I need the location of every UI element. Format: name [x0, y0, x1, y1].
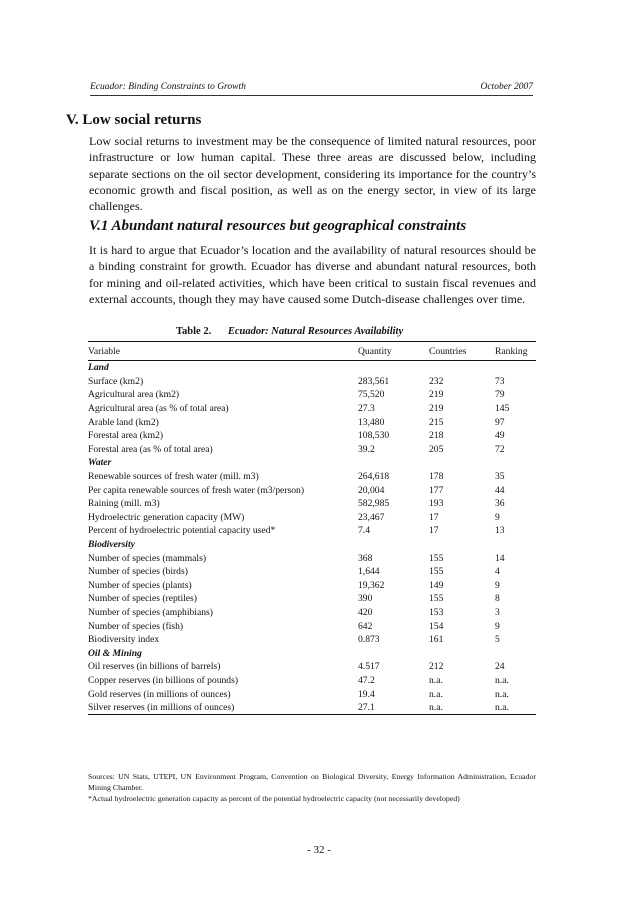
table-row: [88, 483, 536, 497]
cell-countries: 178: [429, 471, 444, 483]
header-title: Ecuador: Binding Constraints to Growth: [90, 82, 246, 92]
cell-ranking: [495, 646, 536, 660]
table-row: [88, 524, 536, 538]
table-row: [88, 429, 536, 443]
cell-countries: 17: [429, 525, 439, 537]
cell-ranking: n.a.: [495, 701, 536, 715]
cell-countries: 149: [429, 579, 444, 591]
cell-ranking: 49: [495, 430, 505, 442]
cell-variable: Agricultural area (as % of total area): [88, 403, 229, 415]
cell-countries: 154: [429, 620, 444, 632]
cell-quantity: [358, 456, 429, 470]
table-row: [88, 579, 536, 593]
cell-ranking: 73: [495, 375, 505, 387]
cell-variable: Silver reserves (in millions of ounces): [88, 701, 358, 715]
subsection-title: V.1 Abundant natural resources but geographical constraints: [89, 218, 467, 234]
cell-quantity: 4.517: [358, 661, 380, 673]
cell-quantity: [358, 361, 429, 375]
cell-variable: Number of species (mammals): [88, 552, 207, 564]
cell-countries: [429, 361, 495, 375]
resources-table: [88, 341, 536, 715]
cell-quantity: 27.3: [358, 403, 375, 415]
cell-variable: Raining (mill. m3): [88, 498, 160, 510]
cell-countries: 215: [429, 416, 444, 428]
cell-countries: 205: [429, 443, 444, 455]
cell-ranking: 13: [495, 525, 505, 537]
cell-quantity: 23,467: [358, 511, 385, 523]
cell-ranking: n.a.: [495, 674, 509, 686]
cell-ranking: 5: [495, 634, 500, 646]
table-row: [88, 701, 536, 715]
table-row: [88, 606, 536, 620]
table-number: Table 2.: [176, 326, 212, 337]
table-row: [88, 388, 536, 402]
category-label: Biodiversity: [88, 539, 135, 551]
cell-countries: n.a.: [429, 701, 495, 715]
cell-ranking: 72: [495, 443, 505, 455]
cell-quantity: 108,530: [358, 430, 390, 442]
table-row: [88, 565, 536, 579]
cell-variable: Number of species (plants): [88, 579, 192, 591]
category-label: Oil & Mining: [88, 647, 142, 659]
cell-ranking: 14: [495, 552, 505, 564]
table-row: [88, 497, 536, 511]
cell-variable: Number of species (reptiles): [88, 593, 197, 605]
cell-quantity: 7.4: [358, 525, 370, 537]
cell-variable: Arable land (km2): [88, 416, 159, 428]
cell-ranking: 8: [495, 593, 500, 605]
table-notes: [88, 771, 536, 804]
table-row: [88, 687, 536, 701]
cell-variable: Gold reserves (in millions of ounces): [88, 688, 231, 700]
cell-quantity: 368: [358, 552, 373, 564]
table-title: Ecuador: Natural Resources Availability: [227, 326, 404, 337]
cell-countries: 212: [429, 661, 444, 673]
cell-countries: 232: [429, 375, 444, 387]
cell-ranking: 9: [495, 511, 500, 523]
cell-countries: [429, 538, 495, 552]
category-label: Water: [88, 457, 112, 469]
cell-quantity: 1,644: [358, 566, 380, 578]
cell-countries: 161: [429, 634, 444, 646]
cell-ranking: 35: [495, 471, 505, 483]
cell-variable: Number of species (fish): [88, 620, 184, 632]
table-row: [88, 443, 536, 457]
cell-variable: Agricultural area (km2): [88, 389, 180, 401]
cell-variable: Surface (km2): [88, 375, 144, 387]
cell-quantity: 39.2: [358, 443, 375, 455]
cell-ranking: 36: [495, 498, 505, 510]
cell-quantity: 27.1: [358, 701, 429, 715]
cell-variable: Copper reserves (in billions of pounds): [88, 674, 239, 686]
cell-ranking: n.a.: [495, 688, 509, 700]
cell-quantity: 47.2: [358, 674, 375, 686]
table-row: [88, 551, 536, 565]
section-title: V. Low social returns: [66, 112, 202, 128]
cell-ranking: 9: [495, 620, 500, 632]
cell-countries: 177: [429, 484, 444, 496]
running-header: [90, 82, 533, 96]
cell-variable: Biodiversity index: [88, 634, 160, 646]
cell-quantity: 390: [358, 593, 373, 605]
cell-countries: [429, 456, 495, 470]
table-row: [88, 375, 536, 389]
cell-variable: Number of species (birds): [88, 566, 188, 578]
cell-quantity: 75,520: [358, 389, 385, 401]
cell-quantity: 642: [358, 620, 373, 632]
header-date: October 2007: [480, 82, 533, 92]
table-row: [88, 511, 536, 525]
cell-variable: Per capita renewable sources of fresh water (m3/person): [88, 484, 305, 496]
cell-variable: Renewable sources of fresh water (mill. m3): [88, 471, 259, 483]
cell-countries: 17: [429, 511, 439, 523]
cell-variable: Forestal area (as % of total area): [88, 443, 213, 455]
table-row: [88, 646, 536, 660]
cell-ranking: [495, 456, 536, 470]
page-number: - 32 -: [307, 844, 331, 856]
cell-quantity: 582,985: [358, 498, 390, 510]
cell-ranking: [495, 361, 536, 375]
col-header-countries: Countries: [429, 342, 495, 361]
cell-quantity: 20,004: [358, 484, 385, 496]
cell-ranking: 79: [495, 389, 505, 401]
cell-ranking: 4: [495, 566, 500, 578]
cell-ranking: 24: [495, 661, 505, 673]
cell-ranking: [495, 538, 536, 552]
cell-quantity: 13,480: [358, 416, 385, 428]
cell-ranking: 9: [495, 579, 500, 591]
table-body: [88, 361, 536, 715]
cell-variable: Oil reserves (in billions of barrels): [88, 661, 221, 673]
cell-variable: Forestal area (km2): [88, 430, 164, 442]
cell-countries: n.a.: [429, 688, 443, 700]
table-row: [88, 619, 536, 633]
cell-countries: 218: [429, 430, 444, 442]
sources-note: Sources: UN Stats, UTEPI, UN Environment Program, Convention on Biological Diversity, Energy Information Administration, Ecuador Mining Chamber.: [88, 772, 536, 792]
cell-quantity: 0.873: [358, 634, 380, 646]
paragraph-1: Low social returns to investment may be the consequence of limited natural resources, poor infrastructure or low human capital. These three areas are discussed below, including separate sections on the oil sector development, considering its importance for the country’s economic growth and fiscal position, as well as on the energy sector, in view of its large challenges.: [89, 134, 536, 214]
paragraph-2: It is hard to argue that Ecuador’s location and the availability of natural resources should be a binding constraint for growth. Ecuador has diverse and abundant natural resources, both for mining and oil-related activities, which have been critical to sustain fiscal revenues and external accounts, though they may have caused some Dutch-disease challenges over time.: [89, 243, 536, 306]
cell-quantity: 283,561: [358, 375, 390, 387]
table-row: [88, 456, 536, 470]
cell-quantity: [358, 646, 429, 660]
cell-countries: [429, 646, 495, 660]
category-label: Land: [88, 362, 109, 374]
footnote: *Actual hydroelectric generation capacity as percent of the potential hydroelectric capacity (not necessarily developed): [88, 794, 460, 803]
cell-quantity: 264,618: [358, 471, 390, 483]
col-header-variable: Variable: [88, 342, 358, 361]
cell-countries: 153: [429, 606, 444, 618]
table-row: [88, 470, 536, 484]
cell-ranking: 97: [495, 416, 505, 428]
cell-countries: 193: [429, 498, 444, 510]
cell-countries: 155: [429, 552, 444, 564]
cell-ranking: 3: [495, 606, 500, 618]
cell-variable: Number of species (amphibians): [88, 606, 213, 618]
cell-ranking: 145: [495, 403, 510, 415]
cell-countries: n.a.: [429, 674, 443, 686]
table-row: [88, 674, 536, 688]
table-header-row: [88, 342, 536, 361]
cell-quantity: 19,362: [358, 579, 385, 591]
col-header-quantity: Quantity: [358, 342, 429, 361]
table-row: [88, 592, 536, 606]
cell-variable: Hydroelectric generation capacity (MW): [88, 511, 245, 523]
cell-quantity: 420: [358, 606, 373, 618]
table-row: [88, 538, 536, 552]
cell-countries: 219: [429, 403, 444, 415]
cell-ranking: 44: [495, 484, 505, 496]
col-header-ranking: Ranking: [495, 342, 536, 361]
table-row: [88, 415, 536, 429]
table-row: [88, 361, 536, 375]
cell-countries: 219: [429, 389, 444, 401]
cell-countries: 155: [429, 593, 444, 605]
cell-countries: 155: [429, 566, 444, 578]
cell-quantity: 19.4: [358, 688, 375, 700]
cell-variable: Percent of hydroelectric potential capacity used*: [88, 525, 276, 537]
table-row: [88, 402, 536, 416]
table-row: [88, 660, 536, 674]
table-row: [88, 633, 536, 647]
table-caption: [176, 326, 403, 337]
cell-quantity: [358, 538, 429, 552]
